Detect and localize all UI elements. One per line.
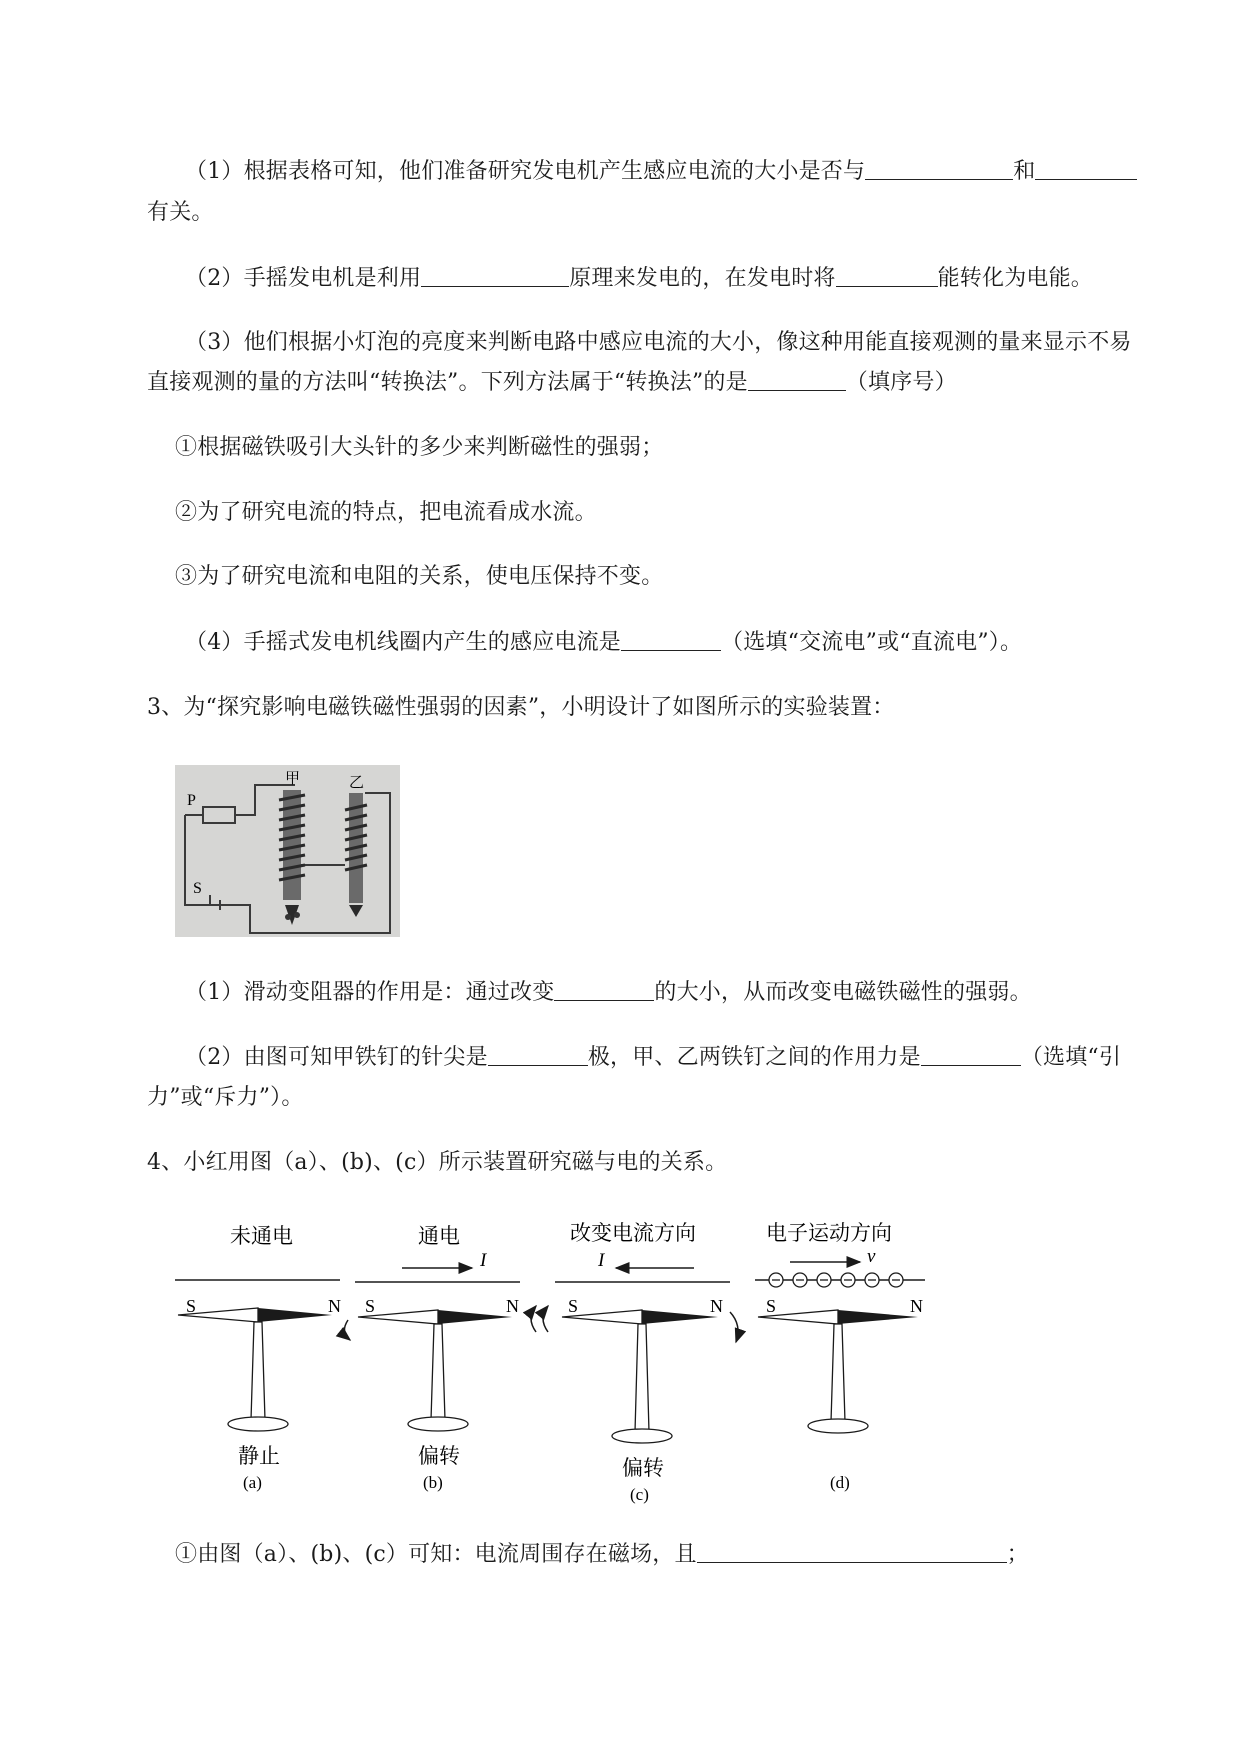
panel-c-tag: (c) — [630, 1485, 649, 1504]
panel-a — [175, 1224, 341, 1492]
q3-part2-blank1[interactable] — [488, 1043, 588, 1066]
panel-a-top-label: 未通电 — [230, 1224, 293, 1248]
panel-b-pole-s: S — [365, 1296, 376, 1316]
panel-d-needle-n-icon — [838, 1310, 918, 1324]
panel-a-stand-icon — [251, 1322, 265, 1420]
q3-part2-text-d: 力”或“斥力”）。 — [147, 1085, 304, 1110]
q2-part1-text-a: （1）根据表格可知，他们准备研究发电机产生感应电流的大小是否与 — [185, 159, 866, 184]
label-p: P — [187, 792, 196, 809]
rotation-arrow-bc-2-icon — [543, 1306, 548, 1332]
q3-part2-text-a: （2）由图可知甲铁钉的针尖是 — [185, 1045, 488, 1070]
q2-option-2-text: ②为了研究电流的特点，把电流看成水流。 — [175, 500, 597, 525]
panel-c — [555, 1221, 730, 1504]
q2-option-3 — [175, 562, 663, 592]
q3-part1-text-a: （1）滑动变阻器的作用是：通过改变 — [185, 980, 555, 1005]
rotation-arrow-ab-icon — [344, 1320, 350, 1340]
panel-d-tag: (d) — [830, 1473, 850, 1492]
panel-a-base-icon — [228, 1417, 288, 1431]
q4-title-text: 4、小红用图（a）、(b)、(c）所示装置研究磁与电的关系。 — [147, 1150, 728, 1175]
q3-part2-line1 — [185, 1043, 1121, 1073]
q2-part4-text-b: （选填“交流电”或“直流电”）。 — [721, 630, 1023, 655]
q2-part3-text-b: 直接观测的量的方法叫“转换法”。下列方法属于“转换法”的是 — [147, 370, 748, 395]
q2-part1-line1 — [185, 157, 1137, 187]
label-s: S — [193, 880, 202, 897]
panel-d — [755, 1221, 925, 1492]
rotation-arrow-cd-icon — [730, 1312, 738, 1342]
panel-c-bottom-label: 偏转 — [622, 1456, 664, 1480]
q3-part2-text-c: （选填“引 — [1020, 1045, 1122, 1070]
panel-d-top-label: 电子运动方向 — [766, 1221, 892, 1245]
q4-s1-text-b: ； — [1006, 1542, 1029, 1567]
q2-part4 — [185, 628, 1022, 658]
panel-a-tag: (a) — [243, 1473, 262, 1492]
q2-part4-text-a: （4）手摇式发电机线圈内产生的感应电流是 — [185, 630, 621, 655]
label-jia: 甲 — [285, 769, 301, 787]
panel-b-bottom-label: 偏转 — [418, 1444, 460, 1468]
q2-part1-line2 — [147, 198, 214, 228]
q2-part4-blank[interactable] — [621, 628, 721, 651]
rotation-arrow-bc-1-icon — [531, 1306, 536, 1332]
panel-a-pole-n: N — [328, 1296, 341, 1316]
q4-s1-blank[interactable] — [697, 1540, 1007, 1563]
q2-option-2 — [175, 498, 597, 528]
panel-d-pole-s: S — [766, 1296, 777, 1316]
panel-a-pole-s: S — [186, 1296, 197, 1316]
q2-part2-text-b: 原理来发电的，在发电时将 — [569, 266, 836, 291]
q2-part2-blank2[interactable] — [836, 264, 938, 287]
q4-s1-text-a: ①由图（a）、(b)、(c）可知：电流周围存在磁场，且 — [175, 1542, 697, 1567]
q2-part1-text-b: 和 — [1013, 159, 1036, 184]
q4-subquestion-1 — [175, 1540, 1029, 1570]
q3-part1 — [185, 978, 1032, 1008]
q4-title — [147, 1148, 727, 1178]
panel-b-tag: (b) — [423, 1473, 443, 1492]
q3-title — [147, 693, 895, 723]
q2-part2-text-a: （2）手摇发电机是利用 — [185, 266, 422, 291]
panel-d-stand-icon — [831, 1324, 845, 1422]
q2-part1-blank1[interactable] — [865, 157, 1013, 180]
q3-part2-line2 — [147, 1083, 304, 1113]
q2-part3-blank[interactable] — [748, 368, 846, 391]
panel-d-base-icon — [808, 1419, 868, 1433]
q2-part3-text-a: （3）他们根据小灯泡的亮度来判断电路中感应电流的大小，像这种用能直接观测的量来显示不易 — [185, 330, 1132, 355]
label-yi: 乙 — [349, 773, 365, 791]
panel-c-pole-n: N — [710, 1296, 723, 1316]
panel-c-pole-s: S — [568, 1296, 579, 1316]
panel-d-velocity-label: v — [867, 1246, 876, 1267]
q2-part2-blank1[interactable] — [421, 264, 569, 287]
q2-part2 — [185, 264, 1093, 294]
panel-b-needle-n-icon — [438, 1310, 512, 1324]
panel-c-stand-icon — [635, 1324, 649, 1432]
q3-part1-text-b: 的大小，从而改变电磁铁磁性的强弱。 — [654, 980, 1032, 1005]
q2-part3-line1 — [185, 328, 1132, 358]
panel-c-current-label: I — [598, 1250, 605, 1271]
compass-experiment-figure — [170, 1210, 940, 1510]
panel-b-stand-icon — [431, 1324, 445, 1420]
panel-b — [355, 1224, 520, 1492]
q3-title-text: 3、为“探究影响电磁铁磁性强弱的因素”，小明设计了如图所示的实验装置： — [147, 695, 895, 720]
q3-part2-text-b: 极，甲、乙两铁钉之间的作用力是 — [587, 1045, 921, 1070]
q3-part1-blank[interactable] — [554, 978, 654, 1001]
q2-part3-line2 — [147, 368, 957, 398]
q2-part1-text-c: 有关。 — [147, 200, 214, 225]
panel-b-current-label: I — [480, 1250, 487, 1271]
panel-b-top-label: 通电 — [418, 1224, 460, 1248]
panel-c-base-icon — [612, 1429, 672, 1443]
panel-b-base-icon — [408, 1417, 468, 1431]
q2-option-3-text: ③为了研究电流和电阻的关系，使电压保持不变。 — [175, 564, 664, 589]
q2-part3-text-c: （填序号） — [845, 370, 957, 395]
panel-a-bottom-label: 静止 — [238, 1444, 280, 1468]
q2-part1-blank2[interactable] — [1035, 157, 1137, 180]
panel-c-top-label: 改变电流方向 — [570, 1221, 696, 1245]
panel-a-needle-n-icon — [258, 1308, 332, 1322]
q2-option-1 — [175, 433, 663, 463]
electromagnet-circuit-figure — [175, 765, 400, 937]
panel-c-needle-n-icon — [642, 1310, 718, 1324]
q3-part2-blank2[interactable] — [921, 1043, 1021, 1066]
panel-d-pole-n: N — [910, 1296, 923, 1316]
q2-option-1-text: ①根据磁铁吸引大头针的多少来判断磁性的强弱； — [175, 435, 664, 460]
panel-b-pole-n: N — [506, 1296, 519, 1316]
q2-part2-text-c: 能转化为电能。 — [937, 266, 1094, 291]
